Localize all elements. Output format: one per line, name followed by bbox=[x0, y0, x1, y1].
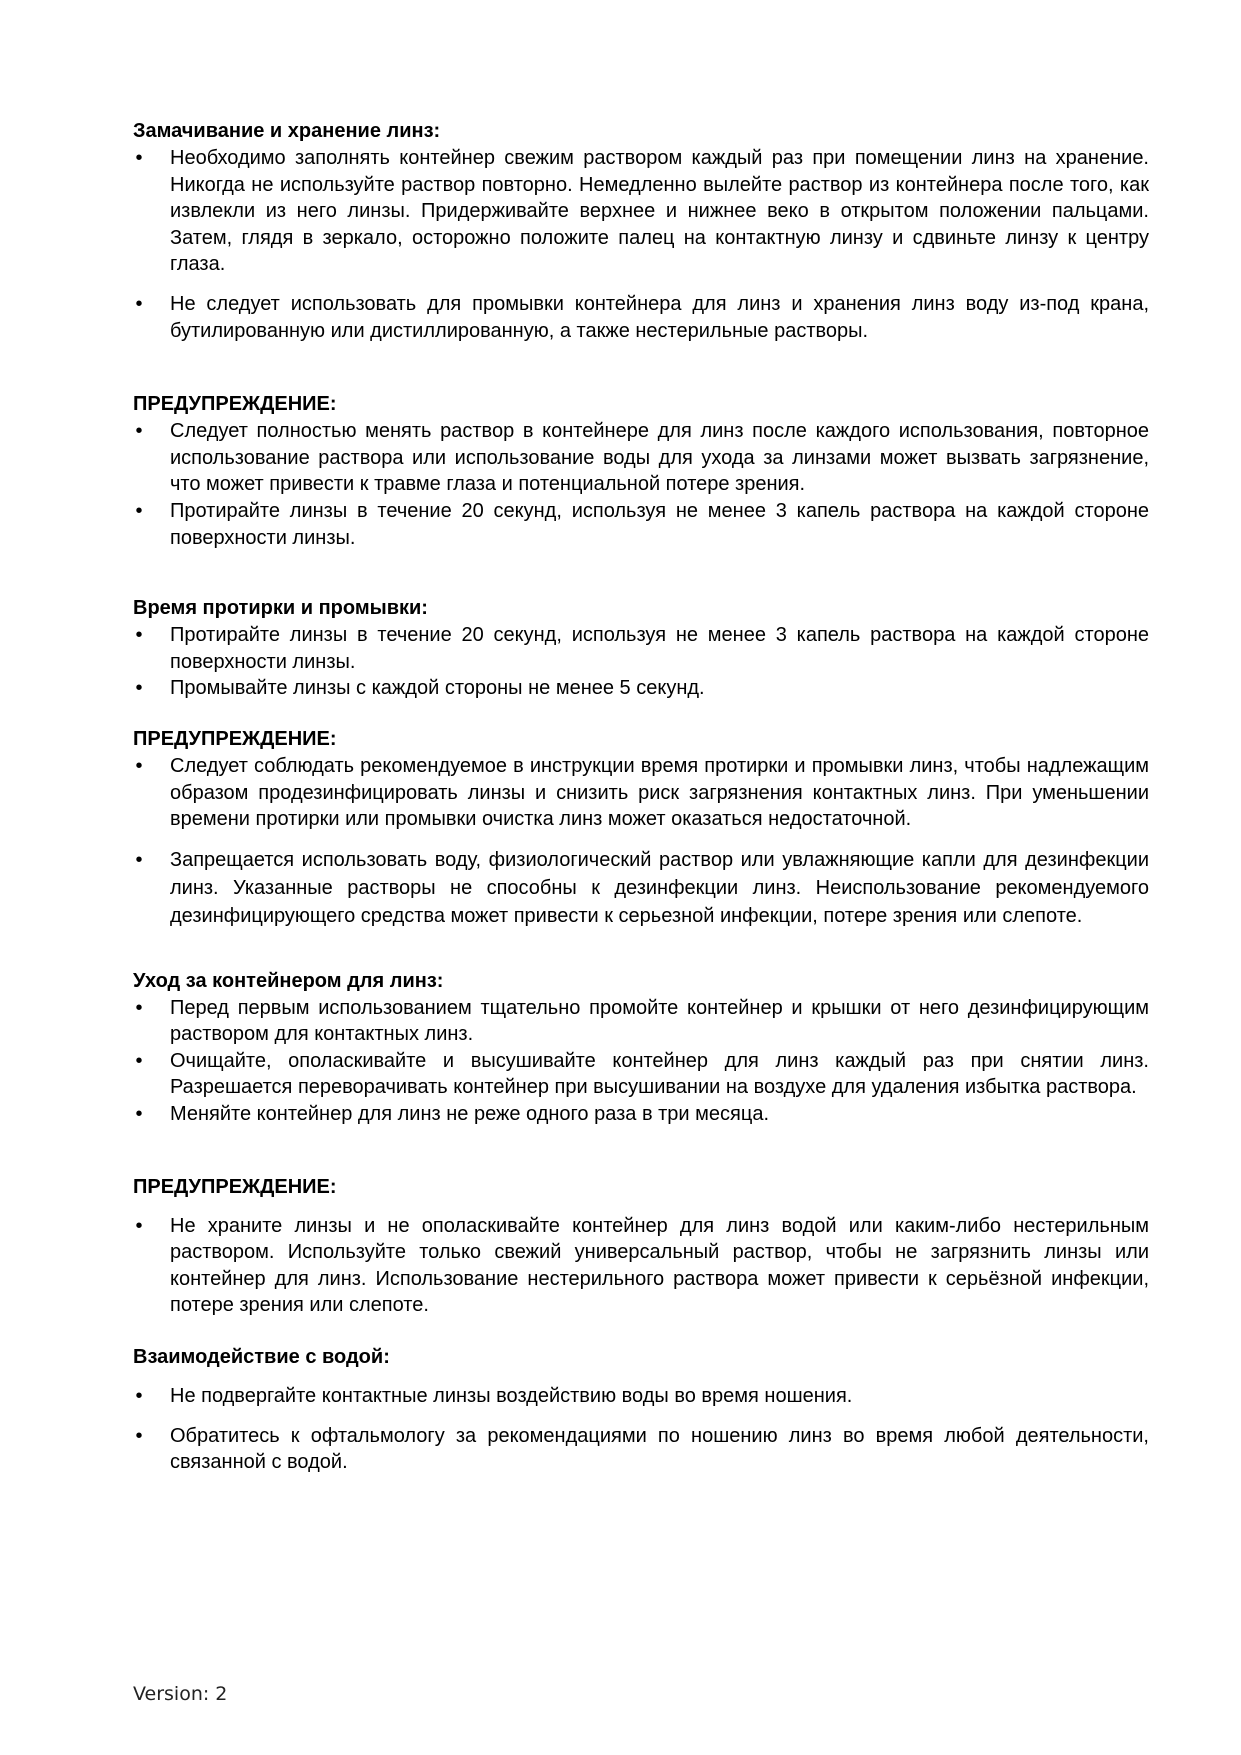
list-item bbox=[133, 753, 1149, 833]
list-item-text: Промывайте линзы с каждой стороны не менее 5 секунд. bbox=[170, 677, 705, 700]
bullet-list bbox=[133, 622, 1149, 702]
bullet-icon: • bbox=[135, 848, 143, 871]
list-item bbox=[133, 995, 1149, 1048]
list-item bbox=[133, 846, 1149, 930]
section-wiping-rinsing-time bbox=[133, 595, 1149, 702]
bullet-icon: • bbox=[135, 1385, 143, 1408]
list-item bbox=[133, 622, 1149, 675]
list-item-text: Протирайте линзы в течение 20 секунд, используя не менее 3 капель раствора на каждой стороне поверхности линзы. bbox=[170, 499, 1149, 549]
list-item-text: Необходимо заполнять контейнер свежим раствором каждый раз при помещении линз на хранение. Никогда не используйте раствор повторно. Немедленно вылейте раствор из контейнера после того, как извлекли из него линзы. Придерживайте верхнее и нижнее веко в открытом положении пальцами. Затем, глядя в зеркало, осторожно положите палец на контактную линзу и сдвиньте линзу к центру глаза. bbox=[170, 147, 1149, 276]
bullet-icon: • bbox=[135, 677, 143, 700]
bullet-icon: • bbox=[135, 420, 143, 443]
section-water-interaction bbox=[133, 1344, 1149, 1476]
list-item-text: Не следует использовать для промывки контейнера для линз и хранения линз воду из-под крана, бутилированную или дистиллированную, а также нестерильные растворы. bbox=[170, 292, 1149, 342]
section-warning-1 bbox=[133, 391, 1149, 551]
bullet-list bbox=[133, 995, 1149, 1128]
list-item-text: Протирайте линзы в течение 20 секунд, используя не менее 3 капель раствора на каждой стороне поверхности линзы. bbox=[170, 624, 1149, 673]
section-heading: Замачивание и хранение линз: bbox=[133, 120, 441, 142]
list-item bbox=[133, 1213, 1149, 1319]
list-item bbox=[133, 1383, 1149, 1410]
bullet-icon: • bbox=[135, 1103, 143, 1126]
bullet-icon: • bbox=[135, 499, 143, 522]
bullet-icon: • bbox=[135, 1049, 143, 1072]
version-footer: Version: 2 bbox=[133, 1683, 228, 1705]
list-item-text: Следует полностью менять раствор в контейнере для линз после каждого использования, повторное использование раствора или использование воды для ухода за линзами может вызвать загрязнение, что может привести к травме глаза и потенциальной потере зрения. bbox=[170, 420, 1149, 496]
list-item bbox=[133, 1048, 1149, 1101]
list-item bbox=[133, 145, 1149, 278]
section-heading: ПРЕДУПРЕЖДЕНИЕ: bbox=[133, 727, 337, 750]
section-heading: ПРЕДУПРЕЖДЕНИЕ: bbox=[133, 393, 337, 416]
bullet-icon: • bbox=[135, 1214, 143, 1237]
bullet-list bbox=[133, 418, 1149, 551]
section-heading: Уход за контейнером для линз: bbox=[133, 969, 444, 992]
list-item bbox=[133, 291, 1149, 344]
section-lens-soaking-storage bbox=[133, 118, 1149, 344]
list-item-text: Обратитесь к офтальмологу за рекомендациями по ношению линз во время любой деятельности, связанной с водой. bbox=[170, 1424, 1149, 1474]
bullet-icon: • bbox=[135, 996, 143, 1019]
bullet-icon: • bbox=[135, 754, 143, 777]
bullet-list bbox=[133, 145, 1149, 344]
list-item bbox=[133, 1101, 1149, 1128]
bullet-list bbox=[133, 1213, 1149, 1319]
section-warning-3 bbox=[133, 1174, 1149, 1319]
list-item-text: Запрещается использовать воду, физиологический раствор или увлажняющие капли для дезинфекции линз. Указанные растворы не способны к дезинфекции линз. Неиспользование рекомендуемого дезинфицирующего средства может привести к серьезной инфекции, потере зрения или слепоте. bbox=[170, 848, 1149, 927]
section-heading: Время протирки и промывки: bbox=[133, 597, 428, 620]
bullet-list bbox=[133, 753, 1149, 930]
bullet-icon: • bbox=[135, 147, 143, 169]
section-heading: Взаимодействие с водой: bbox=[133, 1346, 390, 1369]
list-item-text: Следует соблюдать рекомендуемое в инструкции время протирки и промывки линз, чтобы надлежащим образом продезинфицировать линзы и снизить риск загрязнения контактных линз. При уменьшении времени протирки или промывки очистка линз может оказаться недостаточной. bbox=[170, 754, 1149, 831]
bullet-list bbox=[133, 1383, 1149, 1476]
list-item-text: Очищайте, ополаскивайте и высушивайте контейнер для линз каждый раз при снятии линз. Разрешается переворачивать контейнер при высушивании на воздухе для удаления избытка раствора. bbox=[170, 1049, 1149, 1099]
section-container-care bbox=[133, 968, 1149, 1128]
list-item-text: Меняйте контейнер для линз не реже одного раза в три месяца. bbox=[170, 1103, 769, 1126]
section-warning-2 bbox=[133, 726, 1149, 930]
list-item bbox=[133, 418, 1149, 498]
list-item bbox=[133, 1423, 1149, 1476]
document-page bbox=[133, 118, 1149, 1476]
list-item-text: Не храните линзы и не ополаскивайте контейнер для линз водой или каким-либо нестерильным раствором. Используйте только свежий универсальный раствор, чтобы не загрязнить линзы или контейнер для линз. Использование нестерильного раствора может привести к серьёзной инфекции, потере зрения или слепоте. bbox=[170, 1214, 1149, 1317]
list-item-text: Перед первым использованием тщательно промойте контейнер и крышки от него дезинфицирующим раствором для контактных линз. bbox=[170, 996, 1149, 1046]
bullet-icon: • bbox=[135, 624, 143, 647]
section-heading: ПРЕДУПРЕЖДЕНИЕ: bbox=[133, 1175, 337, 1198]
list-item bbox=[133, 498, 1149, 551]
list-item-text: Не подвергайте контактные линзы воздействию воды во время ношения. bbox=[170, 1385, 853, 1408]
bullet-icon: • bbox=[135, 1424, 143, 1447]
list-item bbox=[133, 675, 1149, 702]
bullet-icon: • bbox=[135, 292, 143, 315]
